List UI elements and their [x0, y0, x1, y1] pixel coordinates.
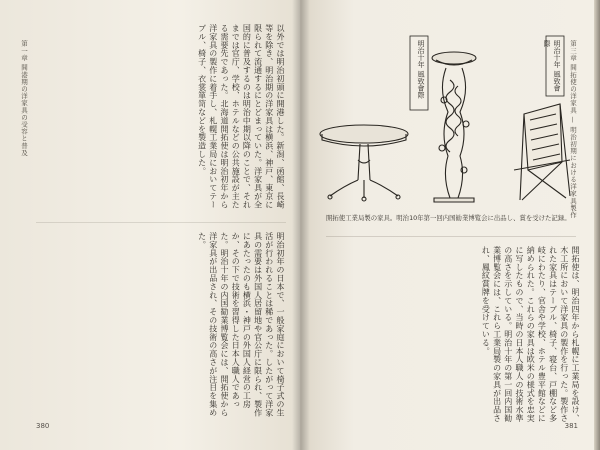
- right-page-running-header: 第三章 開拓使の洋家具 — 明治初期における洋家具製作: [569, 40, 577, 219]
- figure-label-right: 明治十年 風致會際: [543, 40, 561, 92]
- right-page-text-lower: 開拓使は、明治四年から札幌に工業局を設け、木工所において洋家具の製作を行った。製作された家具はテーブル、椅子、寝台、戸棚など多岐にわたり、官舎や学校、ホテル豊平館などに納められた。これらの家具は欧米の様式を忠実に写したもので、当時の日本人職人の技術水準の高さを示している。明治十年の第一回内国勧業博覧会には、これら工業局製の家具が出品され、鳳紋賞牌を受けている。: [481, 246, 580, 423]
- left-page-divider: [36, 222, 286, 223]
- book-gutter: [292, 0, 310, 450]
- page-edge: [594, 0, 600, 450]
- right-page-number: 381: [564, 422, 578, 430]
- folding-chair-drawing: [514, 104, 570, 200]
- furniture-illustration: [314, 30, 582, 210]
- figure-caption: 開拓使工業局製の家具。明治10年第一回内国勧業博覧会に出品し、賞を受けた記録。: [326, 214, 571, 222]
- left-page-number: 380: [36, 422, 50, 430]
- furniture-drawing-svg: [314, 30, 582, 210]
- right-page-divider: [326, 236, 576, 237]
- left-page-text-lower: 明治初年の日本で、一般家庭において椅子式の生活が行われることは稀であった。したがって洋家具の需要は外国人居留地や官公庁に限られ、製作にあたったのも横浜・神戸の外国人経営の工房か、その下で技術を習得した日本人職人であった。明治十年の内国勧業博覧会には、開拓使から洋家具が出品され、その技術の高さが注目を集めた。: [197, 232, 285, 417]
- left-page-text-upper: 以外では明治初頭に開港した。新潟、函館、長崎等を除き、明治期の洋家具は横浜、神戸、東京に限られて流通するにとどまっていた。洋家具が全国的に普及するのは明治中期以降のことで、それまでは官庁、学校、ホテルなどの公共施設が主たる需要先であった。北海道開拓使は明治初年から洋家具の製作に着手し、札幌工業局においてテーブル、椅子、衣裳箪笥などを製造した。: [197, 24, 285, 209]
- round-table-drawing: [320, 125, 408, 201]
- plant-stand-drawing: [432, 52, 476, 202]
- left-page-running-header: 第一章 開港期の洋家具の受容と普及: [20, 40, 28, 157]
- figure-label-left: 明治十年 風致會際: [417, 40, 425, 99]
